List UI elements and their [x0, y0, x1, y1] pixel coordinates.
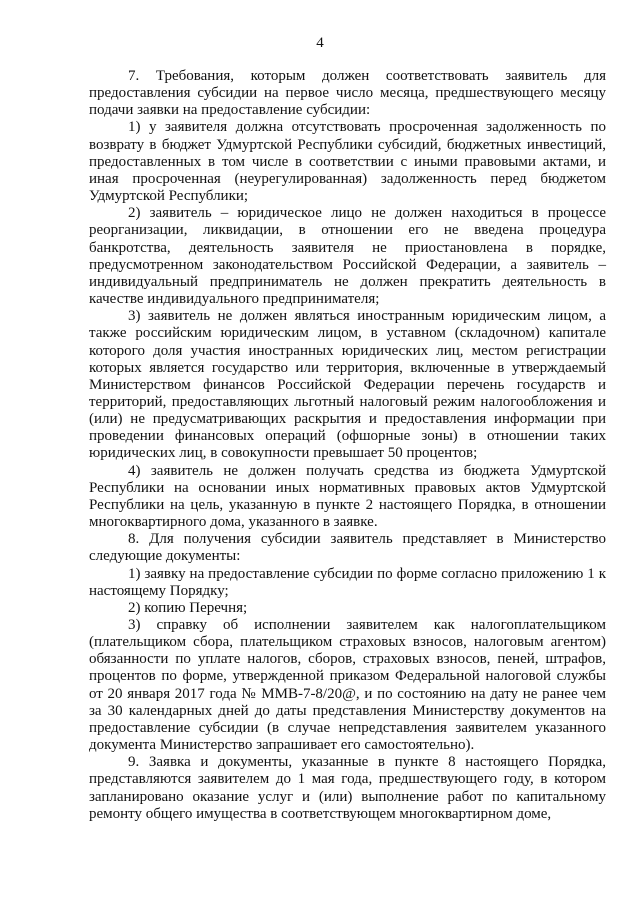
paragraph-7-item-4: 4) заявитель не должен получать средства из бюджета Удмуртской Республики на основании иных нормативных правовых актов Удмуртской Республики на цель, указанную в пункте 2 настоящего Порядка, в отношении многоквартирного дома, указанного в заявке. — [89, 462, 606, 531]
paragraph-7-item-2: 2) заявитель – юридическое лицо не должен находиться в процессе реорганизации, ликвидации, в отношении его не введена процедура банкротства, деятельность заявителя не приостановлена в порядке, предусмотренном законодательством Российской Федерации, а заявитель – индивидуальный предприниматель не должен прекратить деятельность в качестве индивидуального предпринимателя; — [89, 205, 606, 308]
paragraph-7-item-1: 1) у заявителя должна отсутствовать просроченная задолженность по возврату в бюджет Удмуртской Республики субсидий, бюджетных инвестиций, предоставленных в том числе в соответствии с иными правовыми актами, и иная просроченная (неурегулированная) задолженность перед бюджетом Удмуртской Республики; — [89, 119, 606, 205]
paragraph-9-deadline: 9. Заявка и документы, указанные в пункте 8 настоящего Порядка, представляются заявителем до 1 мая года, предшествующего году, в котором запланировано оказание услуг и (или) выполнение работ по капитальному ремонту общего имущества в соответствующем многоквартирном доме, — [89, 754, 606, 822]
document-body — [89, 68, 606, 823]
page-number: 4 — [316, 35, 324, 51]
paragraph-8-documents: 8. Для получения субсидии заявитель представляет в Министерство следующие документы: — [89, 531, 606, 565]
paragraph-7-requirements: 7. Требования, которым должен соответствовать заявитель для предоставления субсидии на первое число месяца, предшествующего месяцу подачи заявки на предоставление субсидии: — [89, 68, 606, 119]
paragraph-8-item-3: 3) справку об исполнении заявителем как налогоплательщиком (плательщиком сбора, плательщиком страховых взносов, налоговым агентом) обязанности по уплате налогов, сборов, страховых взносов, пеней, штрафов, процентов по форме, утвержденной приказом Федеральной налоговой службы от 20 января 2017 года № ММВ-7-8/20@, и по состоянию на дату не ранее чем за 30 календарных дней до даты представления Министерству документов на предоставление субсидии (в случае непредставления заявителем указанного документа Министерство запрашивает его самостоятельно). — [89, 617, 606, 754]
paragraph-8-item-2: 2) копию Перечня; — [128, 599, 248, 616]
paragraph-8-item-1: 1) заявку на предоставление субсидии по форме согласно приложению 1 к настоящему Порядку; — [89, 565, 606, 599]
paragraph-7-item-3: 3) заявитель не должен являться иностранным юридическим лицом, а также российским юридическим лицом, в уставном (складочном) капитале которого доля участия иностранных юридических лиц, местом регистрации которых является государство или территория, включенные в утверждаемый Министерством финансов Российской Федерации перечень государств и территорий, предоставляющих льготный налоговый режим налогообложения и (или) не предусматривающих раскрытия и предоставления информации при проведении финансовых операций (офшорные зоны) в отношении таких юридических лиц, в совокупности превышает 50 процентов; — [89, 308, 606, 462]
